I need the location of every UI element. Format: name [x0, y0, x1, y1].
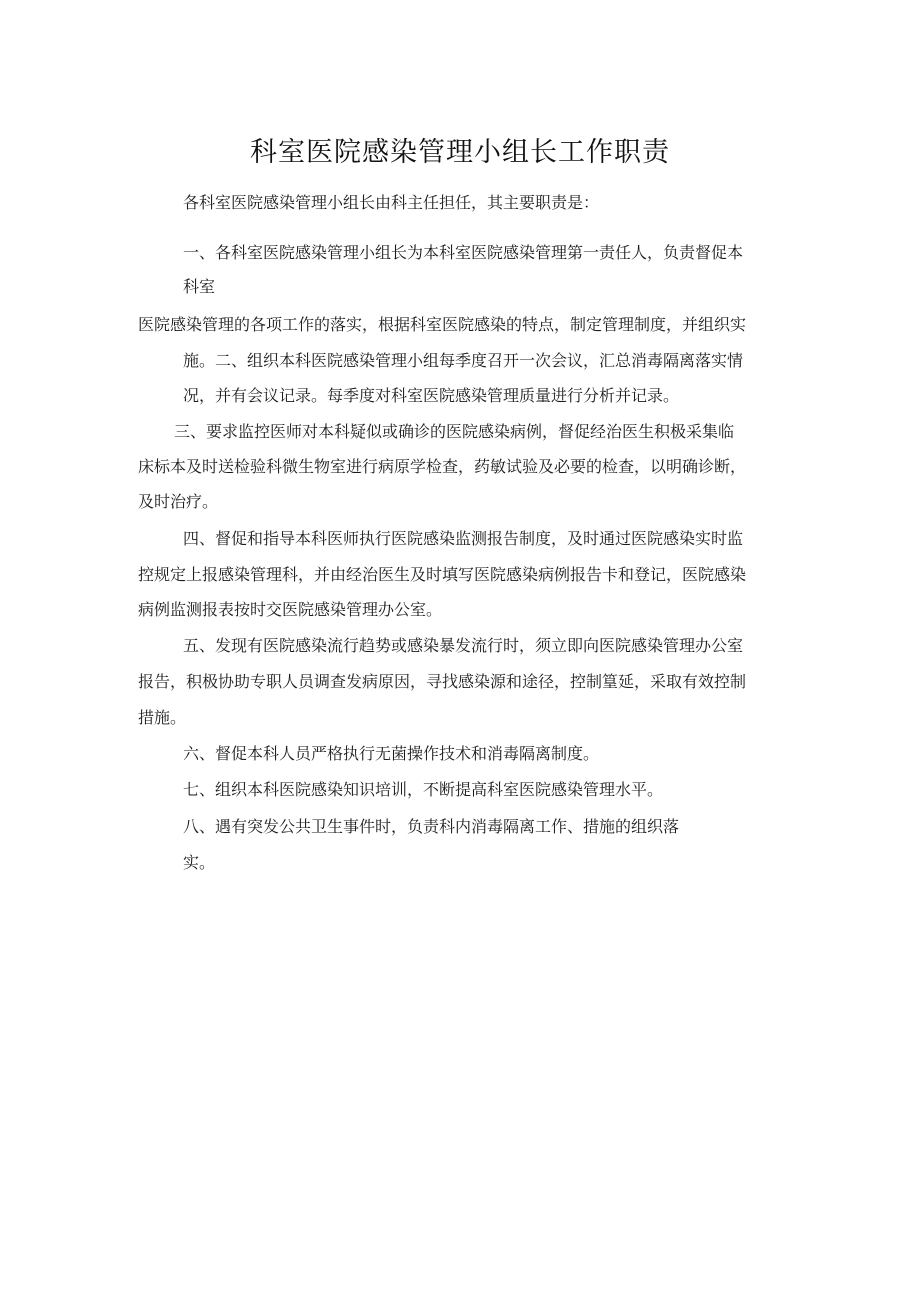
item-5-line: 措施。	[138, 708, 187, 727]
item-8-line: 八、遇有突发公共卫生事件时，负责科内消毒隔离工作、措施的组织落	[183, 817, 680, 836]
document-title: 科室医院感染管理小组长工作职责	[250, 137, 670, 168]
item-5-line: 报告，积极协助专职人员调查发病原因，寻找感染源和途径，控制篁延，采取有效控制	[138, 672, 747, 691]
item-4-line: 控规定上报感染管理科，并由经治医生及时填写医院感染病例报告卡和登记，医院感染	[138, 565, 747, 584]
item-8-line: 实。	[183, 853, 216, 872]
item-2-line: 施。二、组织本科医院感染管理小组每季度召开一次会议，汇总消毒隔离落实情	[183, 351, 744, 370]
item-3-line: 及时治疗。	[138, 492, 219, 511]
item-7-line: 七、组织本科医院感染知识培训，不断提高科室医院感染管理水平。	[183, 780, 664, 799]
item-1-line: 医院感染管理的各项工作的落实，根据科室医院感染的特点，制定管理制度，并组织实	[138, 315, 747, 334]
item-3-line: 床标本及时送检验科微生物室进行病原学检查，药敏试验及必要的检查，以明确诊断，	[138, 457, 747, 476]
item-4-line: 病例监测报表按时交医院感染管理办公室。	[138, 600, 443, 619]
item-1-line: 科室	[183, 277, 216, 296]
item-4-line: 四、督促和指导本科医师执行医院感染监测报告制度，及时通过医院感染实时监	[183, 529, 744, 548]
item-1-line: 一、各科室医院感染管理小组长为本科室医院感染管理第一责任人，负责督促本	[183, 243, 744, 262]
intro-line: 各科室医院感染管理小组长由科主任担任，其主要职责是：	[183, 193, 600, 212]
item-3-line: 三、要求监控医师对本科疑似或确诊的医院感染病例，督促经治医生积极采集临	[174, 422, 735, 441]
item-6-line: 六、督促本科人员严格执行无菌操作技术和消毒隔离制度。	[183, 744, 600, 763]
item-5-line: 五、发现有医院感染流行趋势或感染暴发流行时，须立即向医院感染管理办公室	[183, 636, 744, 655]
item-2-line: 况，并有会议记录。每季度对科室医院感染管理质量进行分析并记录。	[183, 386, 680, 405]
